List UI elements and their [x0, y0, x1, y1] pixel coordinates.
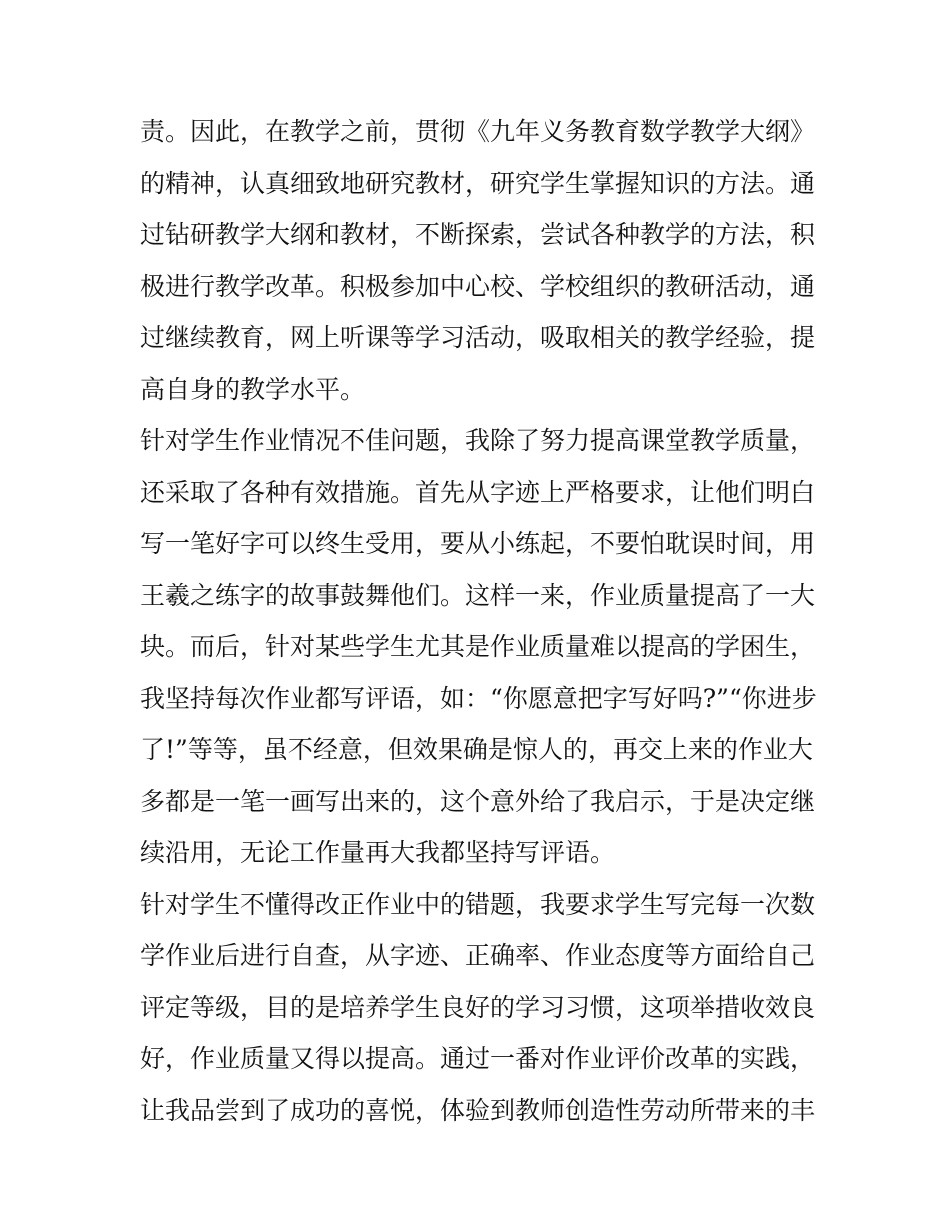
text-line: 还采取了各种有效措施。首先从字迹上严格要求，让他们明白	[140, 477, 816, 507]
text-line: 高自身的教学水平。	[140, 374, 366, 404]
text-line: 的精神，认真细致地研究教材，研究学生掌握知识的方法。通	[140, 168, 816, 198]
document-body	[140, 106, 820, 1136]
text-line: 好，作业质量又得以提高。通过一番对作业评价改革的实践，	[140, 1044, 816, 1073]
text-line: 让我品尝到了成功的喜悦，体验到教师创造性劳动所带来的丰	[140, 1095, 816, 1125]
text-line: 过继续教育，网上听课等学习活动，吸取相关的教学经验，提	[140, 323, 816, 352]
text-line: 针对学生作业情况不佳问题，我除了努力提高课堂教学质量，	[140, 426, 816, 455]
text-line: 责。因此，在教学之前，贯彻《九年义务教育数学教学大纲》	[140, 117, 816, 146]
text-line: 了!”等等，虽不经意，但效果确是惊人的，再交上来的作业大	[140, 735, 813, 764]
text-line: 针对学生不懂得改正作业中的错题，我要求学生写完每一次数	[140, 889, 816, 919]
text-line: 极进行教学改革。积极参加中心校、学校组织的教研活动，通	[140, 271, 816, 301]
text-line: 评定等级，目的是培养学生良好的学习习惯，这项举措收效良	[140, 992, 816, 1022]
text-line: 过钻研教学大纲和教材，不断探索，尝试各种教学的方法，积	[140, 220, 816, 249]
text-line: 我坚持每次作业都写评语，如：“你愿意把字写好吗?”“你进步	[140, 683, 817, 713]
text-line: 王羲之练字的故事鼓舞他们。这样一来，作业质量提高了一大	[140, 580, 816, 610]
paragraph-3	[140, 879, 820, 1137]
text-line: 块。而后，针对某些学生尤其是作业质量难以提高的学困生，	[140, 632, 816, 661]
text-line: 续沿用，无论工作量再大我都坚持写评语。	[140, 838, 616, 867]
text-line: 多都是一笔一画写出来的，这个意外给了我启示，于是决定继	[140, 786, 816, 816]
paragraph-2	[140, 415, 820, 879]
paragraph-1	[140, 106, 820, 415]
text-line: 写一笔好字可以终生受用，要从小练起，不要怕耽误时间，用	[140, 529, 816, 558]
text-line: 学作业后进行自查，从字迹、正确率、作业态度等方面给自己	[140, 941, 816, 970]
